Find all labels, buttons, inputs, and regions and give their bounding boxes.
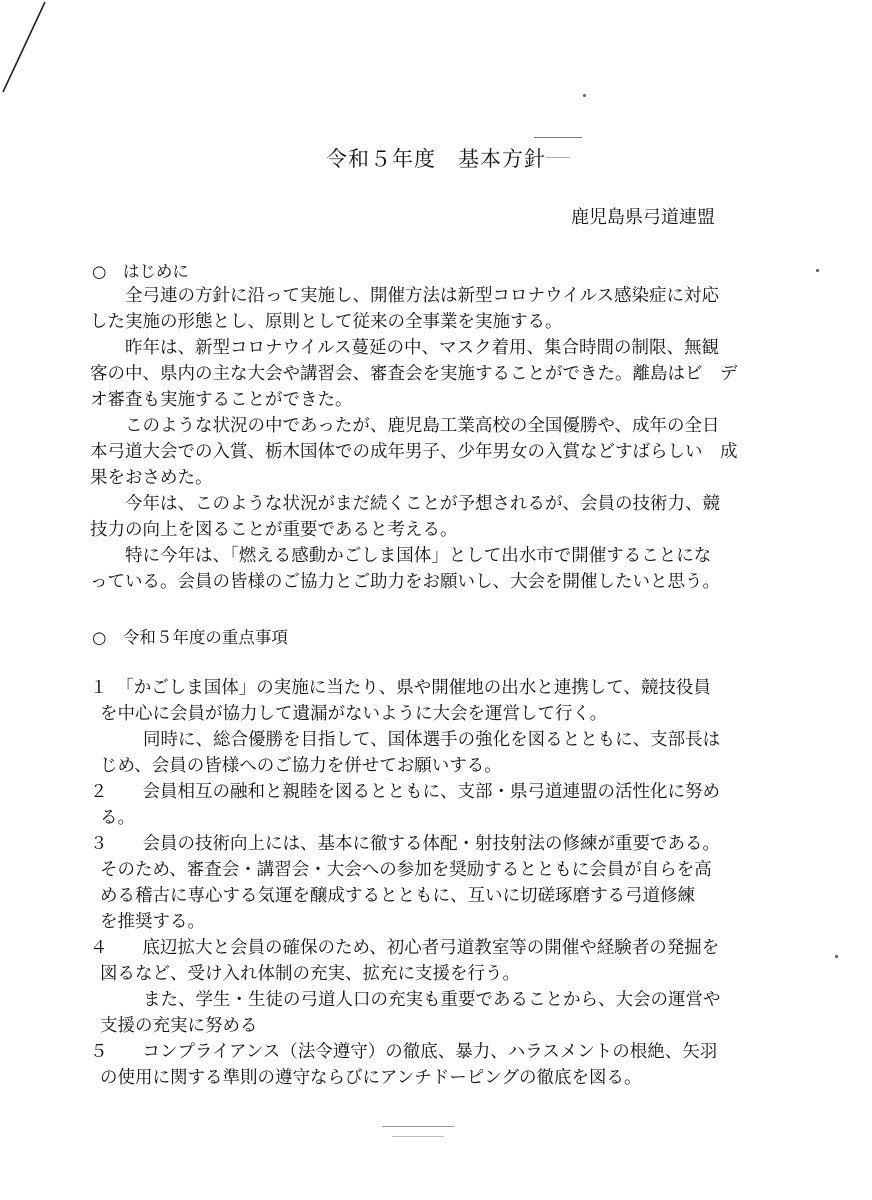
scan-speck (583, 94, 586, 97)
intro-line: 特に今年は、「燃える感動かごしま国体」として出水市で開催することにな (125, 546, 712, 566)
priority-line: ３ 会員の技術向上には、基本に徹する体配・射技射法の修練が重要である。 (90, 834, 720, 854)
priority-line: １ 「かごしま国体」の実施に当たり、県や開催地の出水と連携して、競技役員 (90, 678, 711, 698)
intro-line: っている。会員の皆様のご協力とご助力をお願いし、大会を開催したいと思う。 (90, 572, 720, 592)
intro-line: した実施の形態とし、原則として従来の全事業を実施する。 (90, 312, 563, 332)
priority-line: また、学生・生徒の弓道人口の充実も重要であることから、大会の運営や (143, 990, 721, 1010)
intro-line: 果をおさめた。 (90, 468, 213, 488)
intro-line: 昨年は、新型コロナウイルス蔓延の中、マスク着用、集合時間の制限、無観 (125, 338, 719, 358)
intro-line: オ審査も実施することができた。 (90, 390, 353, 410)
priority-line: ２ 会員相互の融和と親睦を図るとともに、支部・県弓道連盟の活性化に努め (90, 782, 720, 802)
priority-line: ５ コンプライアンス（法令遵守）の徹底、暴力、ハラスメントの根絶、矢羽 (90, 1042, 718, 1062)
priority-line: そのため、審査会・講習会・大会への参加を奨励するとともに会員が自らを高 (100, 860, 712, 880)
intro-line: 今年は、このような状況がまだ続くことが予想されるが、会員の技術力、競 (125, 494, 720, 514)
intro-line: 本弓道大会での入賞、栃木国体での成年男子、少年男女の入賞などすばらしい 成 (90, 442, 738, 462)
intro-line: 全弓連の方針に沿って実施し、開催方法は新型コロナウイルス感染症に対応 (125, 286, 719, 306)
scan-artifact-line (382, 1126, 454, 1127)
priority-line: る。 (100, 808, 135, 828)
priority-line: める稽古に専心する気運を醸成するとともに、互いに切磋琢磨する弓道修練 (100, 886, 695, 906)
priority-line: ４ 底辺拡大と会員の確保のため、初心者弓道教室等の開催や経験者の発掘を (90, 938, 720, 958)
document-title: 令和５年度 基本方針 (326, 147, 546, 171)
scan-artifact-line (534, 137, 582, 138)
priority-line: 同時に、総合優勝を目指して、国体選手の強化を図るとともに、支部長は (143, 730, 721, 750)
intro-line: このような状況の中であったが、鹿児島工業高校の全国優勝や、成年の全日 (125, 416, 720, 436)
organization-name: 鹿児島県弓道連盟 (571, 207, 715, 228)
priority-line: の使用に関する準則の遵守ならびにアンチドーピングの徹底を図る。 (100, 1068, 642, 1088)
intro-line: 客の中、県内の主な大会や講習会、審査会を実施することができた。離島はビ デ (90, 364, 738, 384)
priority-line: を推奨する。 (100, 912, 205, 932)
scan-speck (835, 955, 838, 958)
scan-artifact-line (392, 1136, 444, 1137)
scan-stroke-mark (0, 0, 60, 100)
priority-line: を中心に会員が協力して遺漏がないように大会を運営して行く。 (100, 704, 608, 724)
intro-line: 技力の向上を図ることが重要であると考える。 (90, 520, 458, 540)
priority-line: じめ、会員の皆様へのご協力を併せてお願いする。 (100, 756, 502, 776)
priority-line: 支援の充実に努める (100, 1016, 258, 1036)
priority-line: 図るなど、受け入れ体制の充実、拡充に支援を行う。 (100, 964, 520, 984)
intro-heading: ○ はじめに (92, 262, 189, 281)
scan-speck (816, 269, 819, 272)
priorities-heading: ○ 令和５年度の重点事項 (92, 628, 288, 647)
